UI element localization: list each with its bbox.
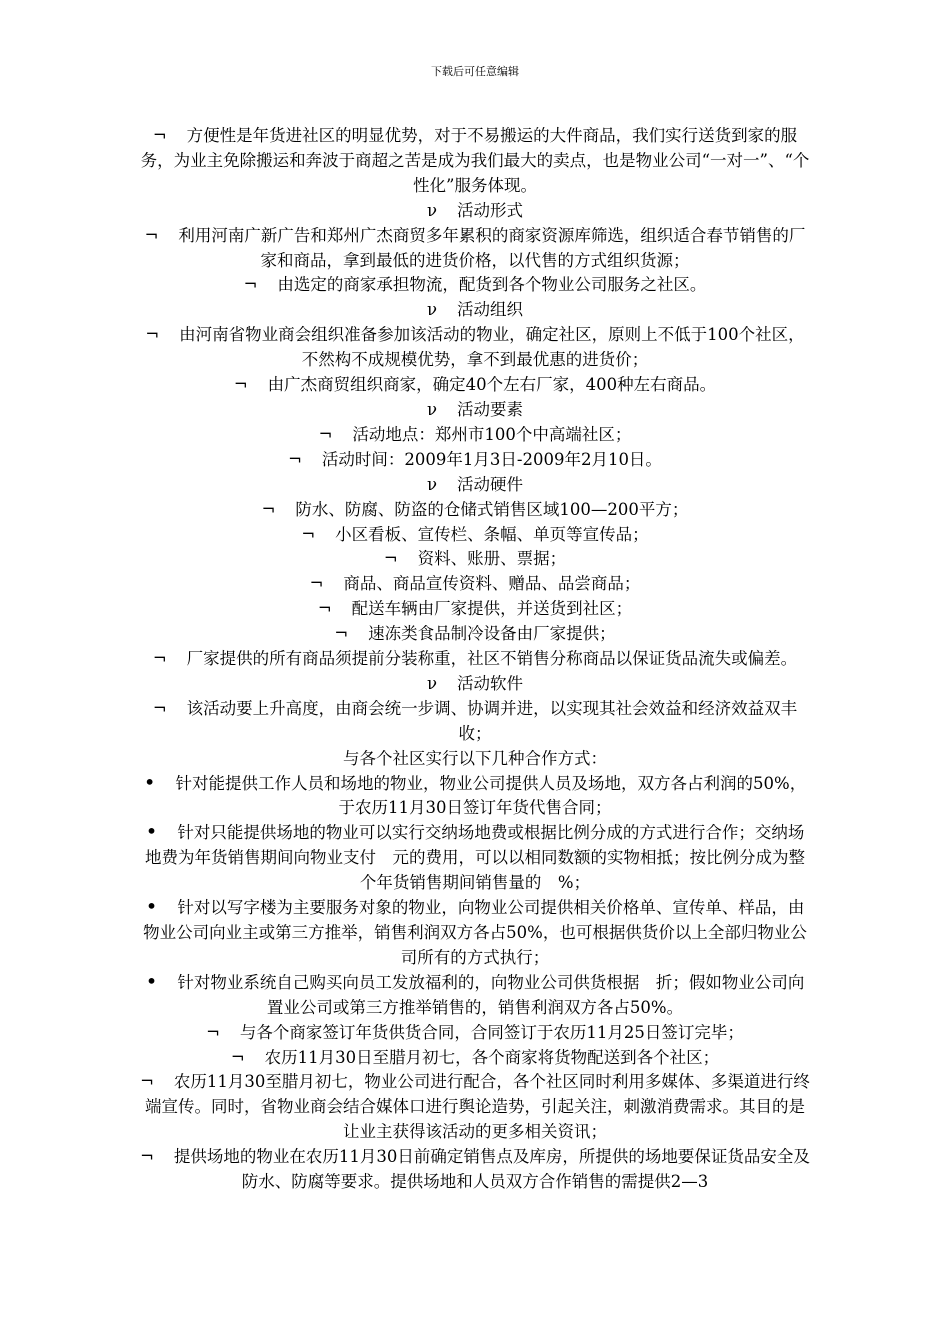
paragraph-text: 农历11月30日至腊月初七，各个商家将货物配送到各个社区； bbox=[264, 1047, 720, 1067]
paragraph-text: 该活动要上升高度，由商会统一步调、协调并进，以实现其社会效益和经济效益双丰收； bbox=[186, 698, 798, 743]
paragraph-text: 提供场地的物业在农历11月30日前确定销售点及库房，所提供的场地要保证货品安全及防水、防腐等要求。提供场地和人员双方合作销售的需提供2—3 bbox=[173, 1147, 810, 1192]
heading-text: 活动形式 bbox=[457, 200, 524, 220]
page-header: 下载后可任意编辑 bbox=[431, 65, 519, 78]
bullet-marker: ¬ bbox=[288, 449, 302, 469]
section-marker: ν bbox=[426, 673, 438, 693]
paragraph bbox=[138, 498, 812, 523]
bullet-marker: ¬ bbox=[243, 275, 258, 295]
bullet-marker: ¬ bbox=[383, 549, 398, 569]
bullet-marker: ¬ bbox=[144, 225, 159, 245]
paragraph bbox=[138, 1070, 812, 1145]
paragraph bbox=[138, 523, 812, 548]
bullet-marker: ¬ bbox=[334, 624, 349, 644]
list-item bbox=[138, 769, 812, 822]
list-item bbox=[138, 968, 812, 1021]
paragraph bbox=[138, 224, 812, 274]
bullet-dot: • bbox=[145, 819, 158, 844]
bullet-marker: ¬ bbox=[261, 499, 276, 519]
heading-text: 活动要素 bbox=[457, 399, 524, 419]
paragraph-text: 速冻类食品制冷设备由厂家提供； bbox=[368, 624, 616, 644]
paragraph-text: 由广杰商贸组织商家，确定40个左右厂家，400种左右商品。 bbox=[267, 375, 717, 395]
section-heading bbox=[138, 298, 812, 323]
bullet-marker: ¬ bbox=[140, 1147, 154, 1167]
list-item bbox=[138, 896, 812, 971]
paragraph-text: 防水、防腐、防盗的仓储式销售区域100—200平方； bbox=[295, 499, 689, 519]
paragraph-text: 利用河南广新广告和郑州广杰商贸多年累积的商家资源库筛选，组织适合春节销售的厂家和商品，拿到最低的进货价格，以代售的方式组织货源； bbox=[178, 225, 806, 270]
paragraph bbox=[138, 597, 812, 622]
paragraph bbox=[138, 1046, 812, 1071]
paragraph bbox=[138, 697, 812, 747]
paragraph-text: 商品、商品宣传资料、赠品、品尝商品； bbox=[343, 574, 641, 594]
bullet-dot: • bbox=[145, 894, 158, 919]
paragraph-text: 与各个商家签订年货供货合同，合同签订于农历11月25日签订完毕； bbox=[239, 1022, 744, 1042]
section-heading bbox=[138, 199, 812, 224]
list-item-text: 针对能提供工作人员和场地的物业，物业公司提供人员及场地，双方各占利润的50%，于农历11月30日签订年货代售合同； bbox=[175, 773, 807, 818]
bullet-marker: ¬ bbox=[309, 574, 324, 594]
paragraph bbox=[138, 323, 812, 373]
heading-text: 活动硬件 bbox=[457, 474, 524, 494]
paragraph bbox=[138, 622, 812, 647]
bullet-marker: ¬ bbox=[301, 524, 316, 544]
paragraph-text: 由选定的商家承担物流，配货到各个物业公司服务之社区。 bbox=[277, 275, 707, 295]
paragraph bbox=[138, 647, 812, 672]
paragraph-text: 小区看板、宣传栏、条幅、单页等宣传品； bbox=[335, 524, 649, 544]
paragraph-text: 活动时间：2009年1月3日-2009年2月10日。 bbox=[321, 449, 662, 469]
list-item bbox=[138, 821, 812, 896]
section-marker: ν bbox=[426, 474, 438, 494]
list-item-text: 针对只能提供场地的物业可以实行交纳场地费或根据比例分成的方式进行合作；交纳场地费为年货销售期间向物业支付 元的费用，可以以相同数额的实物相抵；按比例分成为整个年货销售期间销售量的 %； bbox=[145, 823, 805, 893]
bullet-marker: ¬ bbox=[152, 698, 167, 718]
bullet-marker: ¬ bbox=[318, 424, 333, 444]
heading-text: 活动软件 bbox=[457, 673, 524, 693]
section-marker: ν bbox=[426, 200, 438, 220]
paragraph bbox=[138, 1021, 812, 1046]
section-heading bbox=[138, 672, 812, 697]
bullet-marker: ¬ bbox=[152, 649, 167, 669]
paragraph bbox=[138, 373, 812, 398]
paragraph bbox=[138, 1145, 812, 1195]
section-marker: ν bbox=[426, 399, 438, 419]
section-marker: ν bbox=[426, 300, 438, 320]
bullet-marker: ¬ bbox=[230, 1047, 245, 1067]
bullet-marker: ¬ bbox=[317, 599, 332, 619]
paragraph bbox=[138, 747, 812, 772]
paragraph-text: 活动地点：郑州市100个中高端社区； bbox=[352, 424, 632, 444]
paragraph-text: 农历11月30至腊月初七，物业公司进行配合，各个社区同时利用多媒体、多渠道进行终端宣传。同时，省物业商会结合媒体口进行舆论造势，引起关注，刺激消费需求。其目的是让业主获得该活动的更多相关资讯； bbox=[145, 1072, 810, 1142]
paragraph-text: 与各个社区实行以下几种合作方式： bbox=[343, 748, 607, 768]
list-item-text: 针对物业系统自己购买向员工发放福利的，向物业公司供货根据 折；假如物业公司向置业公司或第三方推举销售的，销售利润双方各占50%。 bbox=[177, 972, 805, 1017]
paragraph bbox=[138, 423, 812, 448]
bullet-marker: ¬ bbox=[206, 1022, 220, 1042]
paragraph-text: 资料、账册、票据； bbox=[417, 549, 567, 569]
paragraph-text: 配送车辆由厂家提供，并送货到社区； bbox=[351, 599, 633, 619]
paragraph bbox=[138, 572, 812, 597]
paragraph-text: 厂家提供的所有商品须提前分装称重，社区不销售分称商品以保证货品流失或偏差。 bbox=[186, 649, 798, 669]
section-heading bbox=[138, 398, 812, 423]
paragraph bbox=[138, 124, 812, 199]
document-body bbox=[138, 124, 812, 1195]
paragraph bbox=[138, 547, 812, 572]
section-heading bbox=[138, 473, 812, 498]
bullet-dot: • bbox=[145, 968, 158, 993]
bullet-marker: ¬ bbox=[145, 325, 160, 345]
bullet-marker: ¬ bbox=[233, 375, 248, 395]
paragraph-text: 由河南省物业商会组织准备参加该活动的物业，确定社区，原则上不低于100个社区，不然构不成规模优势，拿不到最优惠的进货价； bbox=[179, 325, 805, 370]
bullet-marker: ¬ bbox=[140, 1072, 154, 1092]
paragraph bbox=[138, 448, 812, 473]
paragraph bbox=[138, 273, 812, 298]
bullet-dot: • bbox=[143, 769, 156, 794]
list-item-text: 针对以写字楼为主要服务对象的物业，向物业公司提供相关价格单、宣传单、样品，由物业公司向业主或第三方推举，销售利润双方各占50%，也可根据供货价以上全部归物业公司所有的方式执行； bbox=[143, 898, 807, 967]
heading-text: 活动组织 bbox=[457, 300, 524, 320]
bullet-marker: ¬ bbox=[152, 126, 167, 145]
paragraph-text: 方便性是年货进社区的明显优势，对于不易搬运的大件商品，我们实行送货到家的服务，为业主免除搬运和奔波于商超之苦是成为我们最大的卖点，也是物业公司“一对一”、“个性化”服务体现。 bbox=[140, 126, 810, 195]
